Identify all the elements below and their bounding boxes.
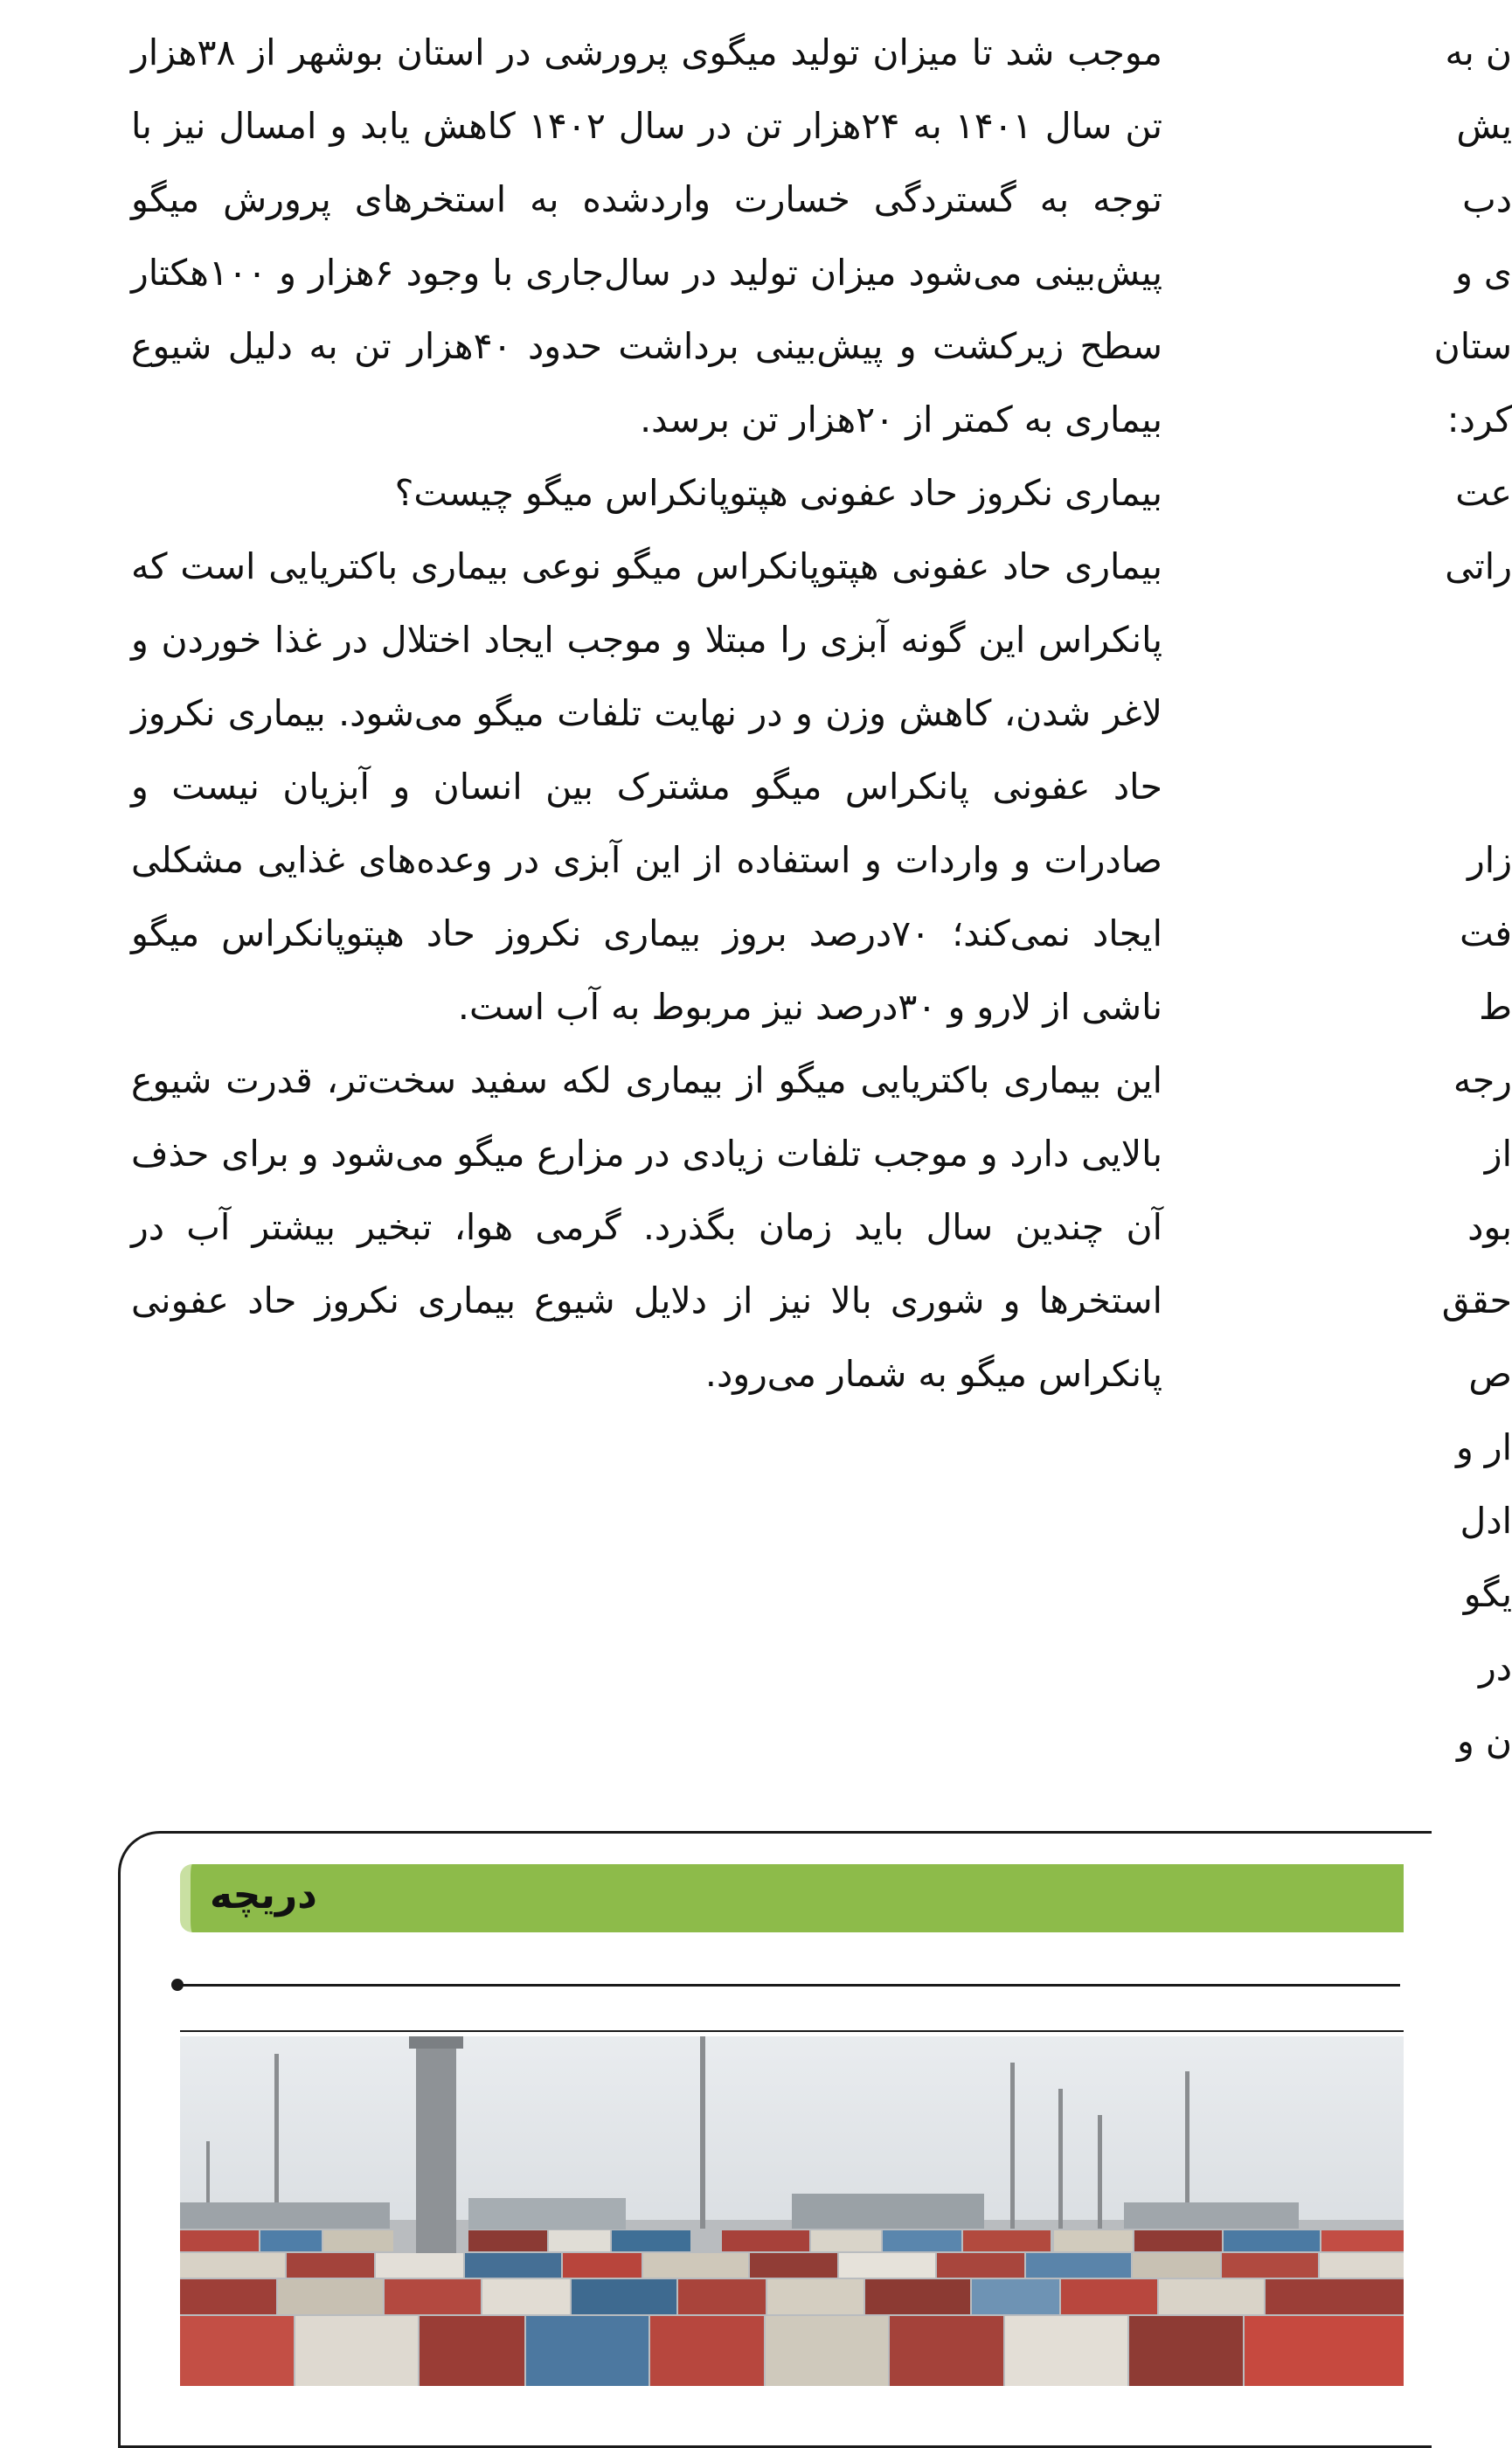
side-fragment: بود (1467, 1206, 1512, 1248)
adjacent-column-cropped (1232, 16, 1512, 1778)
side-fragment: یش (1456, 105, 1512, 147)
container-port-photo (180, 2036, 1404, 2386)
box-divider (177, 1984, 1400, 1987)
side-fragment: یگو (1463, 1573, 1512, 1615)
side-fragment: از (1484, 1133, 1512, 1175)
side-fragment: ی و (1455, 252, 1512, 294)
article-main-column (131, 16, 1162, 1411)
side-fragment: حقق (1441, 1279, 1512, 1321)
side-fragment: ن به (1445, 31, 1512, 73)
photo-top-border (180, 2030, 1404, 2032)
side-fragment: زار (1467, 839, 1512, 881)
article-paragraph-3: این بیماری باکتریایی میگو از بیماری لکه سفید سخت‌تر، قدرت شیوع بالایی دارد و موجب تلفات زیادی در مزارع میگو می‌شود و برای حذف آن چندین سال باید زمان بگذرد. گرمی هوا، تبخیر بیشتر آب در استخرها و شوری بالا نیز از دلایل شیوع بیماری نکروز حاد عفونی پانکراس میگو به شمار می‌رود. (131, 1059, 1162, 1395)
side-fragment: عت (1455, 472, 1512, 514)
side-fragment: ط (1479, 986, 1512, 1028)
side-fragment: فت (1460, 912, 1512, 954)
box-title: دریچه (210, 1873, 317, 1917)
article-paragraph-2: بیماری حاد عفونی هپتوپانکراس میگو نوعی بیماری باکتریایی است که پانکراس این گونه آبزی را مبتلا و موجب ایجاد اختلال در غذا خوردن و لاغر شدن، کاهش وزن و در نهایت تلفات میگو می‌شود. بیماری نکروز حاد عفونی پانکراس میگو مشترک بین انسان و آبزیان نیست و صادرات و واردات و استفاده از این آبزی در وعده‌های غذایی مشکلی ایجاد نمی‌کند؛ ۷۰درصد بروز بیماری نکروز حاد هپتوپانکراس میگو ناشی از لارو و ۳۰درصد نیز مربوط به آب است. (131, 545, 1162, 1028)
side-fragment: راتی (1445, 545, 1512, 587)
side-fragment: ار و (1455, 1426, 1512, 1468)
side-fragment: رجه (1453, 1059, 1512, 1101)
side-fragment: در (1478, 1647, 1512, 1689)
side-fragment: دب (1462, 178, 1512, 220)
article-subheading: بیماری نکروز حاد عفونی هپتوپانکراس میگو چیست؟ (394, 472, 1162, 514)
article-paragraph-1: موجب شد تا میزان تولید میگوی پرورشی در استان بوشهر از ۳۸هزار تن سال ۱۴۰۱ به ۲۴هزار تن در سال ۱۴۰۲ کاهش یابد و امسال نیز با توجه به گستردگی خسارت واردشده به استخرهای پرورش میگو پیش‌بینی می‌شود میزان تولید در سال‌جاری با وجود ۶هزار و ۱۰۰هکتار سطح زیرکشت و پیش‌بینی برداشت حدود ۴۰هزار تن به دلیل شیوع بیماری به کمتر از ۲۰هزار تن برسد. (131, 31, 1162, 440)
side-fragment: کرد: (1446, 399, 1512, 440)
side-column-gap (1232, 603, 1512, 823)
side-fragment: ادل (1460, 1500, 1512, 1542)
side-fragment: ستان (1433, 325, 1512, 367)
side-fragment: ن و (1457, 1720, 1512, 1762)
side-fragment: ص (1468, 1353, 1512, 1395)
sidebar-box-dariche (118, 1831, 1432, 2448)
box-header-bar (180, 1864, 1404, 1932)
